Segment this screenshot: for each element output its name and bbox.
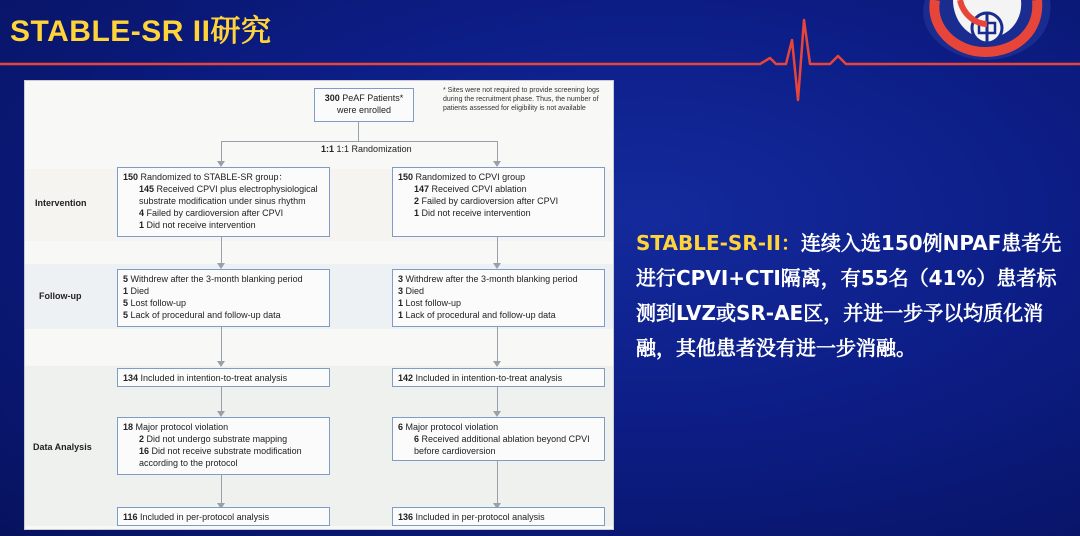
text: Did not undergo substrate mapping xyxy=(146,434,288,444)
text: Did not receive intervention xyxy=(146,220,256,230)
right-itt-box xyxy=(392,368,605,387)
count: 3 xyxy=(398,286,404,296)
count: 16 xyxy=(139,446,150,456)
randomization-label: 1:1 1:1 Randomization xyxy=(321,144,412,154)
arrow-head xyxy=(493,361,501,367)
count: 6 xyxy=(398,422,404,432)
study-summary xyxy=(636,226,1076,366)
text: Withdrew after the 3-month blanking period xyxy=(405,274,578,284)
count: 134 xyxy=(123,373,139,383)
enrolled-label-2: were enrolled xyxy=(336,105,392,115)
count: 1 xyxy=(398,298,404,308)
slide-title: STABLE-SR II研究 xyxy=(10,15,272,48)
count: 147 xyxy=(414,184,430,194)
study-description: 连续入选150例NPAF患者先进行CPVI+CTI隔离，有55名（41%）患者标测到LVZ或SR-AE区，并进一步予以均质化消融，其他患者没有进一步消融。 xyxy=(636,231,1062,360)
text: Included in intention-to-treat analysis xyxy=(140,373,288,383)
text: Major protocol violation xyxy=(405,422,499,432)
text: Major protocol violation xyxy=(135,422,229,432)
connector xyxy=(221,141,497,142)
count: 5 xyxy=(123,298,129,308)
text: Did not receive intervention xyxy=(421,208,531,218)
count: 5 xyxy=(123,274,129,284)
left-violation-box xyxy=(117,417,330,475)
count: 1 xyxy=(414,208,420,218)
text: Received CPVI ablation xyxy=(431,184,527,194)
text: Died xyxy=(405,286,425,296)
enrolled-box xyxy=(314,88,414,122)
count: 1 xyxy=(139,220,145,230)
text: substrate modification under sinus rhythm xyxy=(139,196,306,206)
connector xyxy=(497,141,498,161)
count: 142 xyxy=(398,373,414,383)
text: Included in per-protocol analysis xyxy=(415,512,545,522)
consort-flowchart xyxy=(24,80,614,530)
left-pp-box xyxy=(117,507,330,526)
count: 150 xyxy=(123,172,139,182)
connector xyxy=(497,387,498,413)
connector xyxy=(221,141,222,161)
arrow-head xyxy=(217,361,225,367)
count: 3 xyxy=(398,274,404,284)
enrolled-label: PeAF Patients* xyxy=(342,93,404,103)
text: Lack of procedural and follow-up data xyxy=(130,310,281,320)
text: Did not receive substrate modification xyxy=(151,446,302,456)
connector xyxy=(497,327,498,363)
connector xyxy=(221,475,222,505)
text: Failed by cardioversion after CPVI xyxy=(421,196,559,206)
text: Received additional ablation beyond CPVI xyxy=(421,434,590,444)
text: according to the protocol xyxy=(139,458,238,468)
text: Failed by cardioversion after CPVI xyxy=(146,208,284,218)
count: 116 xyxy=(123,512,138,522)
section-label-analysis: Data Analysis xyxy=(33,442,92,452)
count: 1 xyxy=(398,310,404,320)
count: 136 xyxy=(398,512,414,522)
section-label-intervention: Intervention xyxy=(35,198,87,208)
text: Included in intention-to-treat analysis xyxy=(415,373,563,383)
left-intervention-box xyxy=(117,167,330,237)
randomization-text: 1:1 Randomization xyxy=(336,144,412,154)
count: 1 xyxy=(123,286,129,296)
hospital-logo-icon xyxy=(905,0,1065,62)
text: Withdrew after the 3-month blanking period xyxy=(130,274,303,284)
text: Included in per-protocol analysis xyxy=(140,512,270,522)
left-itt-box xyxy=(117,368,330,387)
count: 6 xyxy=(414,434,420,444)
right-followup-box xyxy=(392,269,605,327)
text: Randomized to STABLE-SR group： xyxy=(140,172,288,182)
text: Lack of procedural and follow-up data xyxy=(405,310,556,320)
count: 5 xyxy=(123,310,129,320)
connector xyxy=(358,121,359,141)
enrolled-count: 300 xyxy=(324,93,340,103)
count: 150 xyxy=(398,172,414,182)
right-violation-box xyxy=(392,417,605,461)
text: Lost follow-up xyxy=(130,298,187,308)
count: 145 xyxy=(139,184,155,194)
section-label-followup: Follow-up xyxy=(39,291,82,301)
text: before cardioversion xyxy=(414,446,496,456)
left-followup-box xyxy=(117,269,330,327)
count: 2 xyxy=(414,196,420,206)
text: Received CPVI plus electrophysiological xyxy=(156,184,318,194)
right-intervention-box xyxy=(392,167,605,237)
connector xyxy=(221,387,222,413)
connector xyxy=(497,461,498,505)
text: Lost follow-up xyxy=(405,298,462,308)
screening-footnote: * Sites were not required to provide screening logs during the recruitment phase. Thus, the number of patients assessed for eligibility is not available xyxy=(443,87,600,112)
text: Died xyxy=(130,286,150,296)
text: Randomized to CPVI group xyxy=(415,172,526,182)
count: 4 xyxy=(139,208,145,218)
connector xyxy=(221,327,222,363)
count: 18 xyxy=(123,422,134,432)
right-pp-box xyxy=(392,507,605,526)
count: 2 xyxy=(139,434,145,444)
study-name: STABLE-SR-II： xyxy=(636,231,801,255)
